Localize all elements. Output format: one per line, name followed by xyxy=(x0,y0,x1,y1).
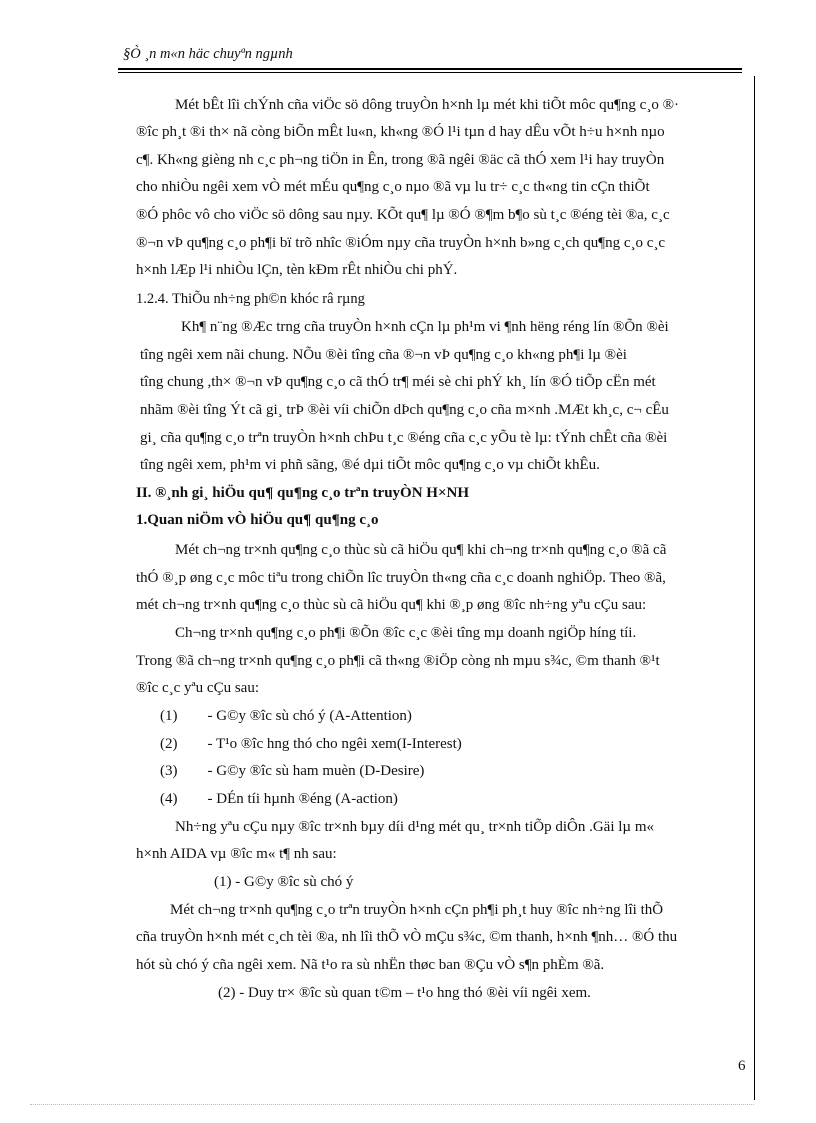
body-line: Mét ch¬ng tr×nh qu¶ng c¸o trªn truyÒn h×nh cÇn ph¶i ph¸t huy ®îc nh÷ng lîi thÕ xyxy=(170,902,664,918)
body-line: tîng ngêi xem nãi chung. NÕu ®èi tîng cña ®¬n vÞ qu¶ng c¸o kh«ng ph¶i lµ ®èi xyxy=(140,347,627,363)
body-line: Ch¬ng tr×nh qu¶ng c¸o ph¶i ®Õn ®îc c¸c ®èi tîng mµ doanh ngiÖp híng tíi. xyxy=(175,625,637,641)
body-line: gi¸ cña qu¶ng c¸o trªn truyÒn h×nh chÞu t¸c ®éng cña c¸c yÕu tè lµ: tÝnh chÊt cña ®èi xyxy=(140,430,668,446)
body-line: ®Ó phôc vô cho viÖc sö dông sau nµy. KÕt qu¶ lµ ®Ó ®¶m b¶o sù t¸c ®éng tèi ®a, c¸c xyxy=(136,207,670,223)
section-heading: II. ®¸nh gi¸ hiÖu qu¶ qu¶ng c¸o trªn truyÒN H×NH xyxy=(136,485,470,501)
body-line: nhãm ®èi tîng Ýt cã gi¸ trÞ ®èi víi chiÕn dÞch qu¶ng c¸o cña m×nh .MÆt kh¸c, c¬ cÊu xyxy=(140,402,669,418)
header-rule-thick xyxy=(118,68,742,70)
body-line: Mét ch¬ng tr×nh qu¶ng c¸o thùc sù cã hiÖu qu¶ khi ch¬ng tr×nh qu¶ng c¸o ®ã cã xyxy=(175,542,667,558)
body-line: tîng chung ,th× ®¬n vÞ qu¶ng c¸o cã thÓ tr¶ méi sè chi phÝ kh¸ lín ®Ó tiÕp cËn mét xyxy=(140,374,656,390)
list-item: (3) - G©y ®îc sù ham muèn (D-Desire) xyxy=(160,763,425,779)
body-line: ®¬n vÞ qu¶ng c¸o ph¶i bï trõ nhîc ®iÓm nµy cña truyÒn h×nh b»ng c¸ch qu¶ng c¸o c¸c xyxy=(136,235,666,251)
body-line: c¶. Kh«ng gièng nh c¸c ph¬ng tiÖn in Ên, trong ®ã ngêi ®äc cã thÓ xem l¹i hay truyÒn xyxy=(136,152,665,168)
body-line: cho nhiÒu ngêi xem vÒ mét mÉu qu¶ng c¸o nµo ®ã vµ lu tr÷ c¸c th«ng tin cÇn thiÕt xyxy=(136,179,650,195)
body-line: Trong ®ã ch¬ng tr×nh qu¶ng c¸o ph¶i cã th«ng ®iÖp còng nh mµu s¾c, ©m thanh ®¹t xyxy=(136,653,660,669)
body-line: hót sù chó ý cña ngêi xem. Nã t¹o ra sù nhËn thøc ban ®Çu vÒ s¶n phÈm ®ã. xyxy=(136,957,605,973)
list-item: (2) - T¹o ®îc hng thó cho ngêi xem(I-Interest) xyxy=(160,736,462,752)
list-item: (4) - DÉn tíi hµnh ®éng (A-action) xyxy=(160,791,398,807)
body-line: Mét bÊt lîi chÝnh cña viÖc sö dông truyÒn h×nh lµ mét khi tiÕt môc qu¶ng c¸o ®· xyxy=(175,97,679,113)
header-rule-thin xyxy=(118,72,742,73)
body-line: cña truyÒn h×nh mét c¸ch tèi ®a, nh lîi thÕ vÒ mÇu s¾c, ©m thanh, h×nh ¶nh… ®Ó thu xyxy=(136,929,678,945)
body-line: thÓ ®¸p øng c¸c môc tiªu trong chiÕn lîc truyÒn th«ng cña c¸c doanh nghiÖp. Theo ®ã, xyxy=(136,570,666,586)
page-border-bottom xyxy=(30,1104,754,1105)
body-line: h×nh AIDA vµ ®îc m« t¶ nh sau: xyxy=(136,846,337,862)
step-heading: (2) - Duy tr× ®îc sù quan t©m – t¹o hng thó ®èi víi ngêi xem. xyxy=(218,985,591,1001)
list-item: (1) - G©y ®îc sù chó ý (A-Attention) xyxy=(160,708,412,724)
subsection-heading: 1.Quan niÖm vÒ hiÖu qu¶ qu¶ng c¸o xyxy=(136,512,379,528)
header-title: §Ò ¸n m«n häc chuyªn ngµnh xyxy=(123,46,293,62)
body-line: tîng ngêi xem, ph¹m vi phñ sãng, ®é dµi tiÕt môc qu¶ng c¸o vµ chiÕt khÊu. xyxy=(140,457,600,473)
body-line: Kh¶ n¨ng ®Æc trng cña truyÒn h×nh cÇn lµ ph¹m vi ¶nh hëng réng lín ®Õn ®èi xyxy=(181,319,669,335)
body-line: mét ch¬ng tr×nh qu¶ng c¸o thùc sù cã hiÖu qu¶ khi ®¸p øng ®îc nh÷ng yªu cÇu sau: xyxy=(136,597,647,613)
body-line: ®îc ph¸t ®i th× nã còng biÕn mÊt lu«n, kh«ng ®Ó l¹i tµn d hay dÊu vÕt h÷u h×nh nµo xyxy=(136,124,665,140)
page-border-right xyxy=(754,76,755,1100)
page-number: 6 xyxy=(738,1058,746,1074)
step-heading: (1) - G©y ®îc sù chó ý xyxy=(214,874,354,890)
body-line: ®îc c¸c yªu cÇu sau: xyxy=(136,680,259,696)
body-line: h×nh lÆp l¹i nhiÒu lÇn, tèn kÐm rÊt nhiÒu chi phÝ. xyxy=(136,262,458,278)
subsection-heading: 1.2.4. ThiÕu nh÷ng ph©n khóc râ rµng xyxy=(136,291,365,307)
body-line: Nh÷ng yªu cÇu nµy ®îc tr×nh bµy díi d¹ng mét qu¸ tr×nh tiÕp diÔn .Gäi lµ m« xyxy=(175,819,654,835)
